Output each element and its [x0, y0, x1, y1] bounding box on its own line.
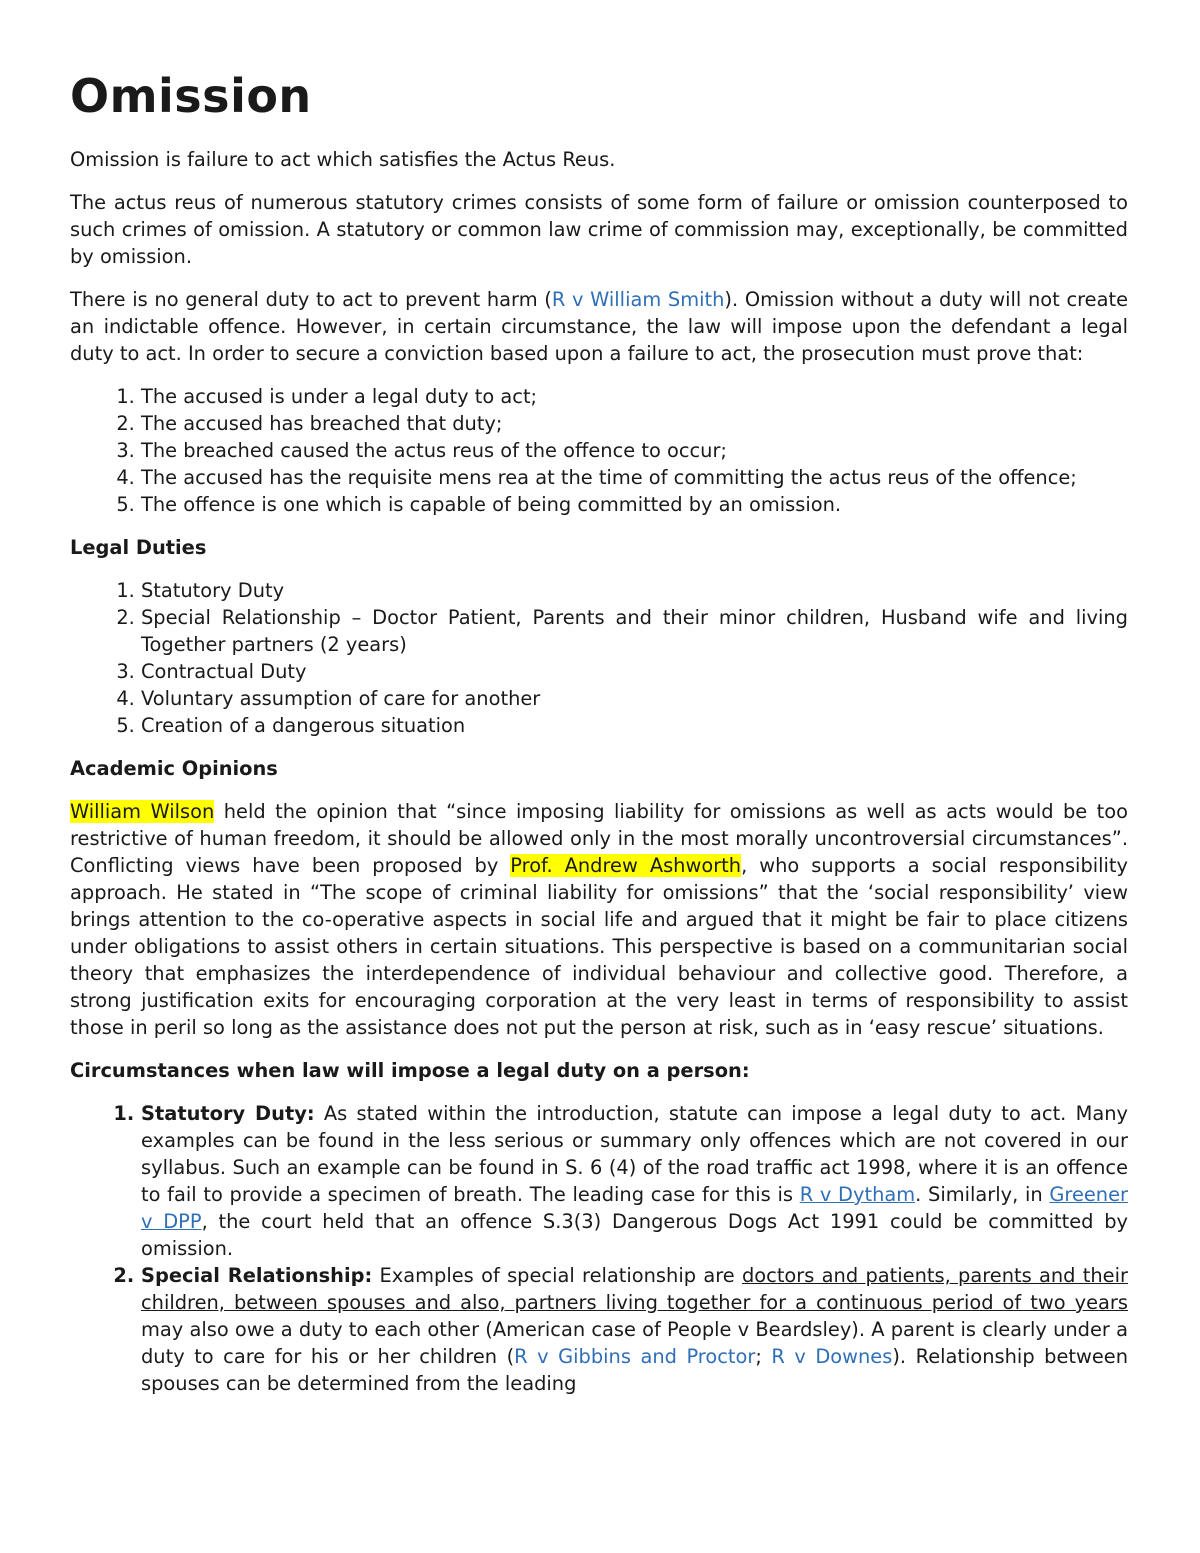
text: As stated within the introduction, statute can impose a legal duty to act. Many examples can be found in the less serious or summary only offences which are not covered in our syllabus. Such an example can be found in S. 6 (4) of the road traffic act 1998, where it is an offence to fail to provide a specimen of breath. The leading case for this is	[141, 1102, 1128, 1206]
circumstances-heading: Circumstances when law will impose a legal duty on a person:	[70, 1059, 750, 1082]
circumstances-list	[70, 1100, 1128, 1397]
list-item: 2. Special Relationship – Doctor Patient, Parents and their minor children, Husband wife and living Together partners (2 years)	[141, 604, 1128, 658]
academic-opinions-paragraph	[70, 798, 1128, 1041]
list-item: 5. Creation of a dangerous situation	[141, 712, 1128, 739]
document-page	[70, 68, 1128, 1413]
item-label: Special Relationship:	[141, 1264, 373, 1287]
legal-duties-list	[70, 577, 1128, 739]
case-link-greener-v-dpp[interactable]: Greener v DPP	[141, 1183, 1128, 1233]
text: may also owe a duty to each other (American case of People v Beardsley). A parent is clearly under a duty to care for his or her children (	[141, 1318, 1128, 1368]
text: ). Relationship between spouses can be determined from the leading	[141, 1345, 1128, 1395]
text: Examples of special relationship are	[372, 1264, 742, 1287]
general-duty-paragraph	[70, 286, 1128, 367]
legal-duties-heading: Legal Duties	[70, 536, 207, 559]
underlined-text: doctors and patients, parents and their children, between spouses and also, partners living together for a continuous period of two years	[141, 1264, 1128, 1314]
proof-list	[70, 383, 1128, 518]
case-link-r-v-dytham[interactable]: R v Dytham	[799, 1183, 916, 1206]
statutory-crimes-paragraph: The actus reus of numerous statutory crimes consists of some form of failure or omission counterposed to such crimes of omission. A statutory or common law crime of commission may, exceptionally, be committed by omission.	[70, 191, 1128, 268]
list-item: 3. Contractual Duty	[141, 658, 1128, 685]
text: There is no general duty to act to prevent harm (	[70, 288, 552, 311]
list-item-special-relationship	[141, 1262, 1128, 1397]
page-title: Omission	[70, 69, 312, 123]
intro-paragraph: Omission is failure to act which satisfies the Actus Reus.	[70, 148, 616, 171]
highlighted-name-andrew-ashworth: Prof. Andrew Ashworth	[510, 854, 742, 877]
text: , who supports a social responsibility approach. He stated in “The scope of criminal liability for omissions” that the ‘social responsibility’ view brings attention to the co-operative aspects in social life and argued that it might be fair to place citizens under obligations to assist others in certain situations. This perspective is based on a communitarian social theory that emphasizes the interdependence of individual behaviour and collective good. Therefore, a strong justification exits for encouraging corporation at the very least in terms of responsibility to assist those in peril so long as the assistance does not put the person at risk, such as in ‘easy rescue’ situations.	[70, 854, 1128, 1039]
item-label: Statutory Duty:	[141, 1102, 315, 1125]
list-item: 1. The accused is under a legal duty to act;	[141, 383, 1128, 410]
case-link-r-v-downes[interactable]: R v Downes	[771, 1345, 893, 1368]
text: ). Omission without a duty will not create an indictable offence. However, in certain circumstance, the law will impose upon the defendant a legal duty to act. In order to secure a conviction based upon a failure to act, the prosecution must prove that:	[70, 288, 1129, 365]
case-link-r-v-gibbins-and-proctor[interactable]: R v Gibbins and Proctor	[514, 1345, 756, 1368]
text: held the opinion that “since imposing liability for omissions as well as acts would be too restrictive of human freedom, it should be allowed only in the most morally uncontroversial circumstances”. Conflicting views have been proposed by	[70, 800, 1128, 877]
list-item: 1. Statutory Duty	[141, 577, 1128, 604]
list-item: 4. The accused has the requisite mens rea at the time of committing the actus reus of the offence;	[141, 464, 1128, 491]
text: . Similarly, in	[915, 1183, 1050, 1206]
list-item-statutory-duty	[141, 1100, 1128, 1262]
highlighted-name-william-wilson: William Wilson	[70, 800, 215, 823]
text: ;	[755, 1345, 772, 1368]
list-item: 2. The accused has breached that duty;	[141, 410, 1128, 437]
list-item: 4. Voluntary assumption of care for another	[141, 685, 1128, 712]
list-item: 5. The offence is one which is capable of being committed by an omission.	[141, 491, 1128, 518]
text: , the court held that an offence S.3(3) Dangerous Dogs Act 1991 could be committed by omission.	[141, 1210, 1128, 1260]
academic-opinions-heading: Academic Opinions	[70, 757, 278, 780]
case-link-r-v-william-smith[interactable]: R v William Smith	[551, 288, 725, 311]
list-item: 3. The breached caused the actus reus of the offence to occur;	[141, 437, 1128, 464]
